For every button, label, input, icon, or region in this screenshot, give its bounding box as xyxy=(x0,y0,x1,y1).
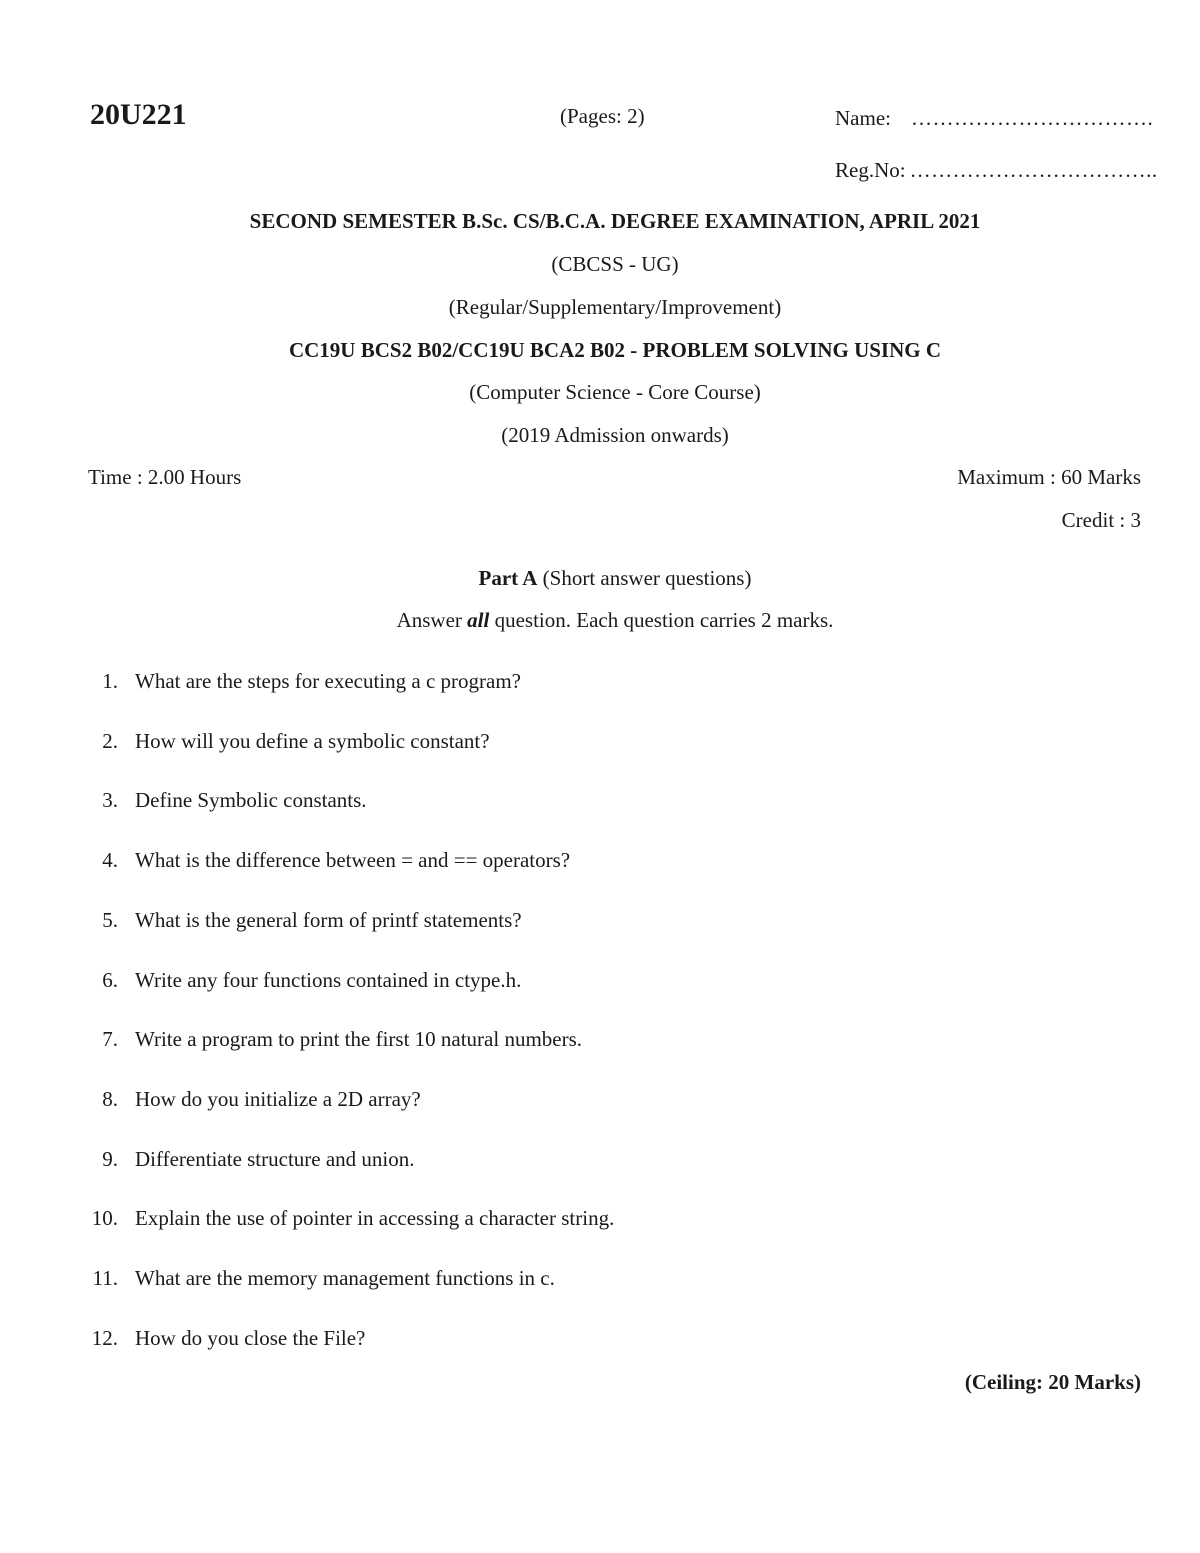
question-text: Define Symbolic constants. xyxy=(135,788,367,812)
question-number: 1. xyxy=(102,669,118,693)
question-text: What are the steps for executing a c program? xyxy=(135,669,521,693)
question-text: How will you define a symbolic constant? xyxy=(135,729,490,753)
question-number: 8. xyxy=(102,1087,118,1111)
admission-note: (2019 Admission onwards) xyxy=(501,423,729,447)
question-text: What is the difference between = and == operators? xyxy=(135,848,571,872)
part-a-instruction xyxy=(0,608,1200,633)
question-number: 3. xyxy=(102,788,118,812)
exam-scheme: (CBCSS - UG) xyxy=(551,252,679,276)
page-count: (Pages: 2) xyxy=(560,104,645,128)
paper-code: 20U221 xyxy=(90,98,187,131)
question-text: How do you initialize a 2D array? xyxy=(135,1087,421,1111)
reg-no-dots: …………………………….. xyxy=(909,158,1158,182)
reg-no-label: Reg.No: xyxy=(835,158,906,182)
maximum-marks: Maximum : 60 Marks xyxy=(957,465,1141,489)
part-a-heading xyxy=(0,566,1200,591)
question-number: 7. xyxy=(102,1027,118,1051)
part-a-label: Part A xyxy=(478,566,538,590)
course-title: CC19U BCS2 B02/CC19U BCA2 B02 - PROBLEM SOLVING USING C xyxy=(288,338,942,362)
question-number: 11. xyxy=(92,1266,118,1290)
exam-type: (Regular/Supplementary/Improvement) xyxy=(448,295,782,319)
question-number: 12. xyxy=(91,1326,118,1350)
question-text: What are the memory management functions in c. xyxy=(135,1266,555,1290)
question-number: 6. xyxy=(102,968,118,992)
course-category: (Computer Science - Core Course) xyxy=(469,380,761,404)
question-number: 9. xyxy=(102,1147,118,1171)
part-a-subtitle: (Short answer questions) xyxy=(537,566,752,590)
question-text: Explain the use of pointer in accessing a character string. xyxy=(135,1206,615,1230)
instruction-pre: Answer xyxy=(396,608,468,632)
instruction-post: question. Each question carries 2 marks. xyxy=(489,608,834,632)
exam-title: SECOND SEMESTER B.Sc. CS/B.C.A. DEGREE EXAMINATION, APRIL 2021 xyxy=(249,209,981,233)
question-text: What is the general form of printf statements? xyxy=(135,908,522,932)
name-dots: ……………………………. xyxy=(910,106,1154,130)
reg-no-field xyxy=(835,158,1158,183)
question-text: Differentiate structure and union. xyxy=(135,1147,415,1171)
question-text: How do you close the File? xyxy=(135,1326,366,1350)
question-number: 2. xyxy=(102,729,118,753)
question-text: Write a program to print the first 10 natural numbers. xyxy=(135,1027,583,1051)
question-text: Write any four functions contained in ctype.h. xyxy=(135,968,522,992)
credit: Credit : 3 xyxy=(1061,508,1141,532)
question-number: 10. xyxy=(91,1206,118,1230)
name-field xyxy=(835,106,1153,131)
instruction-emphasis: all xyxy=(467,608,490,632)
question-number: 4. xyxy=(102,848,118,872)
exam-time: Time : 2.00 Hours xyxy=(88,465,242,489)
ceiling-marks: (Ceiling: 20 Marks) xyxy=(964,1370,1141,1394)
name-label: Name: xyxy=(835,106,891,130)
question-number: 5. xyxy=(102,908,118,932)
